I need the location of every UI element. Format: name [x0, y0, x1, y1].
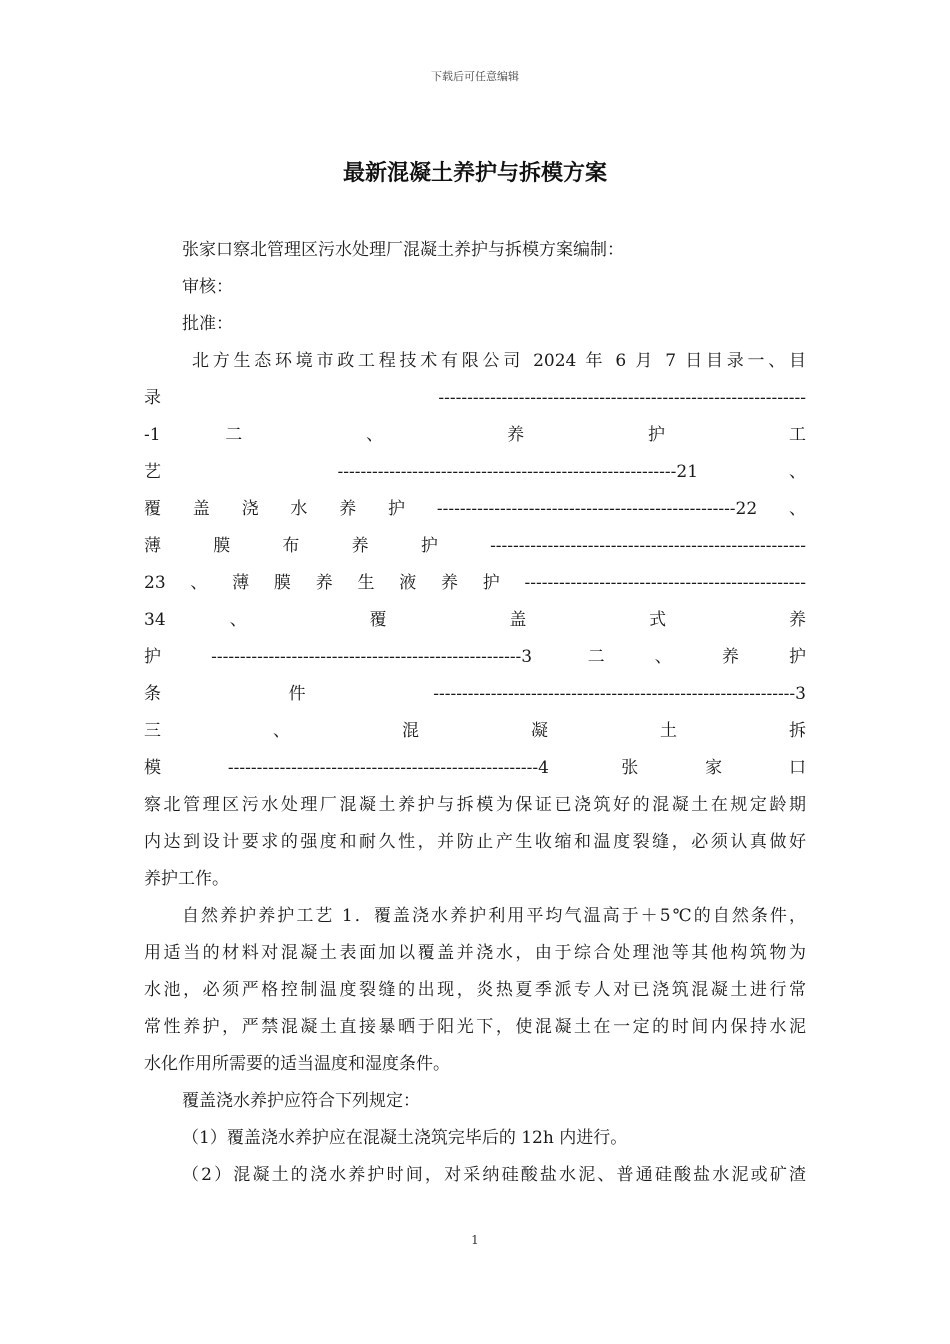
paragraph-line: 自然养护养护工艺 1．覆盖浇水养护利用平均气温高于＋5℃的自然条件，: [182, 906, 806, 926]
paragraph-line: 覆盖浇水养护应符合下列规定：: [182, 1091, 420, 1111]
toc-line: 覆盖浇水养护----------------------------------------------------22、: [144, 499, 806, 519]
paragraph-line: 内达到设计要求的强度和耐久性，并防止产生收缩和温度裂缝，必须认真做好: [144, 832, 806, 852]
document-title: 最新混凝土养护与拆模方案: [342, 161, 607, 186]
page-header: 下载后可任意编辑: [431, 70, 519, 83]
paragraph-line: 常性养护，严禁混凝土直接暴晒于阳光下，使混凝土在一定的时间内保持水泥: [144, 1017, 806, 1037]
toc-line: 录----------------------------------------------------------------: [144, 388, 806, 408]
paragraph-line: 审核：: [182, 277, 233, 297]
paragraph-line: 养护工作。: [144, 869, 229, 889]
paragraph-line: 北方生态环境市政工程技术有限公司 2024 年 6 月 7 日目录一、目: [192, 351, 806, 371]
page-number: 1: [471, 1233, 479, 1247]
paragraph-line: 用适当的材料对混凝土表面加以覆盖并浇水，由于综合处理池等其他构筑物为: [144, 943, 806, 963]
toc-line: -1 二 、 养 护 工: [144, 425, 806, 445]
paragraph-line: 批准：: [182, 314, 233, 334]
document-body: [144, 232, 806, 1194]
toc-line: 23、薄膜养生液养护-------------------------------------------------: [144, 573, 806, 593]
paragraph-line: 察北管理区污水处理厂混凝土养护与拆模为保证已浇筑好的混凝土在规定龄期: [144, 795, 806, 815]
toc-line: 34 、 覆 盖 式 养: [144, 610, 806, 630]
toc-line: 薄 膜 布 养 护 -------------------------------------------------------: [144, 536, 806, 556]
list-item: （2）混凝土的浇水养护时间，对采纳硅酸盐水泥、普通硅酸盐水泥或矿渣: [182, 1165, 806, 1185]
paragraph-line: 水化作用所需要的适当温度和湿度条件。: [144, 1054, 450, 1074]
toc-line: 三 、 混 凝 土 拆: [144, 721, 806, 741]
paragraph-line: 水池，必须严格控制温度裂缝的出现，炎热夏季派专人对已浇筑混凝土进行常: [144, 980, 806, 1000]
toc-line: 护------------------------------------------------------3 二、养护: [144, 647, 806, 667]
list-item: （1）覆盖浇水养护应在混凝土浇筑完毕后的 12h 内进行。: [182, 1128, 628, 1148]
toc-line: 艺 -----------------------------------------------------------21 、: [144, 462, 806, 482]
paragraph-line: 张家口察北管理区污水处理厂混凝土养护与拆模方案编制：: [182, 240, 624, 260]
toc-line: 模------------------------------------------------------4 张家口: [144, 758, 806, 778]
toc-line: 条 件 ---------------------------------------------------------------3: [144, 684, 806, 704]
